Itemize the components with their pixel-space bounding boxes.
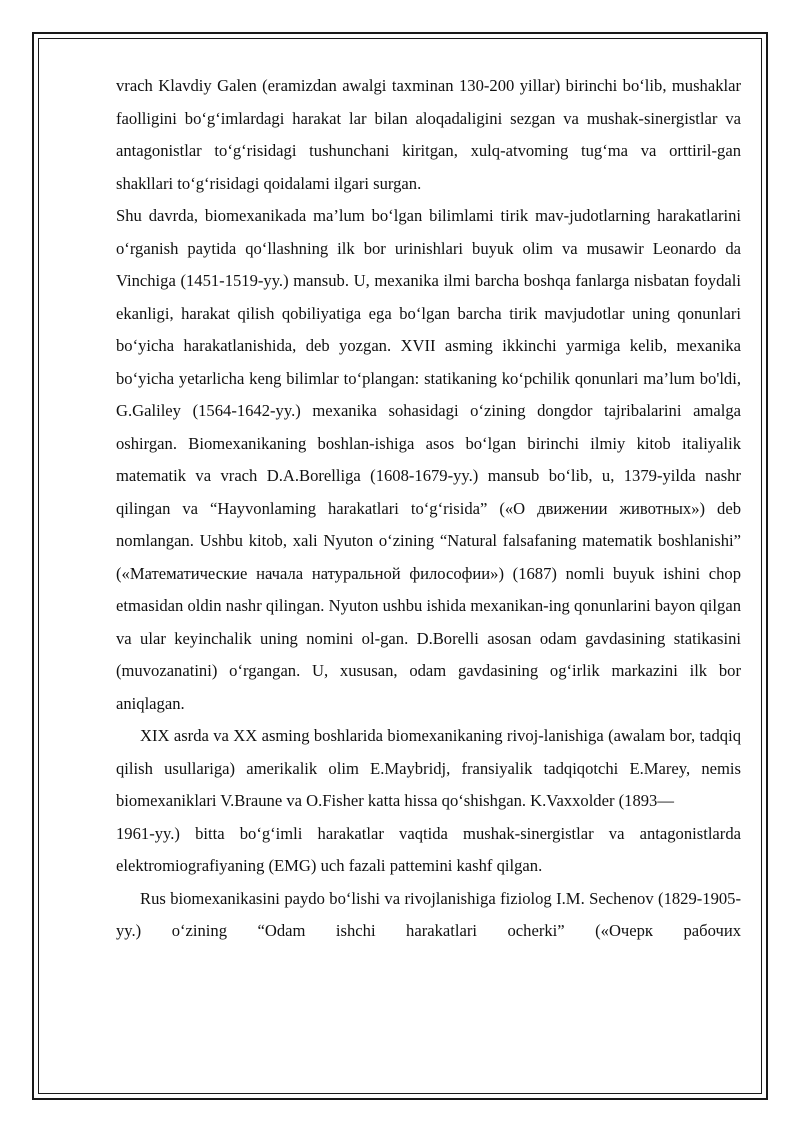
paragraph-galen: vrach Klavdiy Galen (eramizdan awalgi taxminan 130-200 yillar) birinchi bo‘lib, mushaklar faolligini bo‘g‘imlardagi harakat lar bilan aloqadaligini sezgan va mushak-sinergistlar va antagonistlar to‘g‘risidagi tushunchani kiritgan, xulq-atvoming tug‘ma va orttiril-gan shakllari to‘g‘risidagi qoidalami ilgari surgan. xyxy=(116,76,741,193)
paragraph-nineteenth-century: XIX asrda va XX asming boshlarida biomexanikaning rivoj-lanishiga (awalam bor, tadqiq qilish usullariga) amerikalik olim E.Maybridj, fransiyalik tadqiqotchi E.Marey, nemis biomexaniklari V.Braune va O.Fisher katta hissa qo‘shishgan. K.Vaxxolder (1893— xyxy=(116,726,741,810)
document-body xyxy=(116,70,741,948)
paragraph-vaxxolder: 1961-yy.) bitta bo‘g‘imli harakatlar vaqtida mushak-sinergistlar va antagonistlarda elektromiografiyaning (EMG) uch fazali pattemini kashf qilgan. xyxy=(116,823,741,875)
paragraph-leonardo-borelli: Shu davrda, biomexanikada ma’lum bo‘lgan bilimlami tirik mav-judotlarning harakatlarini o‘rganish paytida qo‘llashning ilk bor urinishlari buyuk olim va musawir Leonardo da Vinchiga (1451-1519-yy.) mansub. U, mexanika ilmi barcha boshqa fanlarga nisbatan foydali ekanligi, harakat qilish qobiliyatiga ega bo‘lgan barcha tirik mavjudotlar uning qonunlari bo‘yicha harakatlanishida, deb yozgan. XVII asming ikkinchi yarmiga kelib, mexanika bo‘yicha yetarlicha keng bilimlar to‘plangan: statikaning ko‘pchilik qonunlari ma’lum bo'ldi, G.Galiley (1564-1642-yy.) mexanika sohasidagi o‘zining dongdor tajribalarini amalga oshirgan. Biomexanikaning boshlan-ishiga asos bo‘lgan birinchi ilmiy kitob italiyalik matematik va vrach D.A.Borelliga (1608-1679-yy.) mansub bo‘lib, u, 1379-yilda nashr qilingan va “Hayvonlaming harakatlari to‘g‘risida” («О движении животных») deb nomlangan. Ushbu kitob, xali Nyuton o‘zining “Natural falsafaning matematik boshlanishi” («Математические начала натуральной философии») (1687) nomli buyuk ishini chop etmasidan oldin nashr qilingan. Nyuton ushbu ishida mexanikan-ing qonunlarini bayon qilgan va ular keyinchalik uning nomini ol-gan. D.Borelli asosan odam gavdasining statikasini (muvozanatini) o‘rgangan. U, xususan, odam gavdasining og‘irlik markazini ilk bor aniqlagan. xyxy=(116,206,741,713)
paragraph-sechenov: Rus biomexanikasini paydo bo‘lishi va rivojlanishiga fiziolog I.M. Sechenov (1829-1905-yy.) o‘zining “Odam ishchi harakatlari ocherki” («Очерк рабочих xyxy=(116,888,741,940)
